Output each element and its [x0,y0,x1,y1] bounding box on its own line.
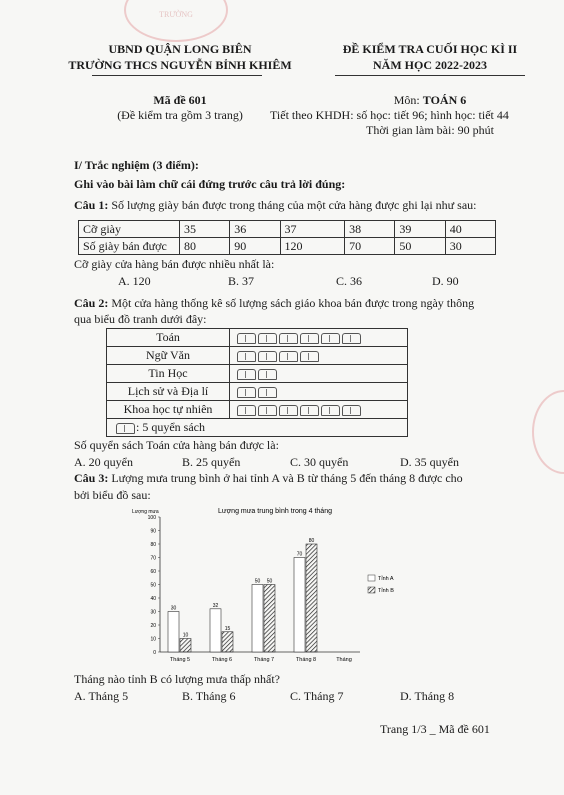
y-tick-label: 40 [150,596,156,602]
bar-b [306,544,317,652]
y-tick-label: 80 [150,542,156,548]
bar-value-label: 32 [212,602,219,609]
bar-b [222,632,233,652]
header-right-line2: NĂM HỌC 2022-2023 [373,58,487,72]
book-icon [321,405,340,416]
q1-cell: 40 [445,221,495,238]
legend-label: Tỉnh A [378,576,394,582]
y-tick-label: 90 [150,528,156,535]
pictograph-subject: Ngữ Văn [107,347,230,365]
pictograph-legend [107,419,408,437]
book-icon [258,351,277,362]
bar-value-label: 70 [296,551,303,558]
q3-option-c: C. Tháng 7 [290,689,344,703]
q1-stem [74,198,477,213]
x-tick-label: Tháng 5 [169,657,191,663]
q3-option-b: B. Tháng 6 [182,689,236,703]
q3-stem [74,471,463,486]
q1-cell: 50 [395,238,445,255]
y-tick-label: 100 [147,515,156,521]
book-icon [258,387,277,398]
pictograph-subject: Tin Học [107,365,230,383]
y-tick-label: 20 [150,623,156,629]
legend-swatch [368,587,375,593]
bar-b [264,585,275,653]
q1-option-c: C. 36 [336,274,363,288]
q3-text: Lượng mưa trung bình ở hai tỉnh A và B từ tháng 5 đến tháng 8 được cho [108,471,463,485]
chart-title: Lượng mưa trung bình trong 4 tháng [218,508,332,515]
pictograph-row [107,365,408,383]
pictograph-books [230,365,408,383]
q1-cell: Số giày bán được [79,238,180,255]
q1-cell: Cỡ giày [79,221,180,238]
book-icon [258,405,277,416]
book-icon [279,405,298,416]
q1-cell: 120 [280,238,345,255]
bar-value-label: 80 [308,538,315,544]
q1-label: Câu 1: [74,198,109,212]
pictograph-row [107,329,408,347]
bar-b [180,639,191,653]
header-right-line1: ĐỀ KIỂM TRA CUỐI HỌC KÌ II [342,42,518,56]
subject-value: TOÁN 6 [422,93,467,107]
pages-note: (Đề kiểm tra gồm 3 trang) [117,108,243,122]
pictograph-subject: Lịch sử và Địa lí [107,383,230,401]
q3-label: Câu 3: [74,471,109,485]
pictograph-row [107,347,408,365]
section-title: I/ Trắc nghiệm (3 điểm): [74,158,199,172]
pictograph-table [106,328,408,437]
y-tick-label: 70 [150,555,156,562]
header-left-line1: UBND QUẬN LONG BIÊN [108,42,252,56]
bar-a [252,585,263,653]
school-stamp [124,0,228,42]
q1-cell: 70 [345,238,395,255]
y-axis-label: Lượng mưa [132,509,159,515]
pictograph-books [230,383,408,401]
stamp-text: TRƯỜNG [159,10,193,19]
q3-stem-2: bởi biểu đồ sau: [74,488,151,502]
side-stamp [532,390,564,474]
book-icon [279,333,298,344]
book-icon [258,333,277,344]
subject-line [310,93,550,108]
q1-text: Số lượng giày bán được trong tháng của một cửa hàng được ghi lại như sau: [108,198,477,212]
q2-option-a: A. 20 quyển [74,455,133,469]
q1-table [78,220,496,255]
q2-question: Số quyển sách Toán cửa hàng bán được là: [74,438,279,452]
q3-option-a: A. Tháng 5 [74,689,129,703]
x-axis-label: Tháng [336,657,352,663]
rainfall-chart [130,505,430,670]
subject-label: Môn: [393,93,423,107]
bar-value-label: 10 [182,632,189,639]
q2-option-b: B. 25 quyển [182,455,241,469]
q1-cell: 30 [445,238,495,255]
q1-cell: 36 [230,221,280,238]
q2-option-c: C. 30 quyển [290,455,349,469]
q3-option-d: D. Tháng 8 [400,689,455,703]
x-tick-label: Tháng 7 [253,657,275,663]
book-icon [237,351,256,362]
book-icon [237,369,256,380]
y-tick-label: 50 [150,582,156,589]
book-icon [300,333,319,344]
q2-stem [74,296,474,311]
y-tick-label: 60 [150,569,156,575]
q1-cell: 38 [345,221,395,238]
q1-option-a: A. 120 [118,274,151,288]
q1-cell: 80 [180,238,230,255]
y-tick-label: 0 [153,650,156,656]
pictograph-row [107,383,408,401]
pictograph-legend-row [107,419,408,437]
bar-a [210,609,221,652]
header-left-line2: TRƯỜNG THCS NGUYỄN BỈNH KHIÊM [68,58,292,72]
book-icon [342,333,361,344]
x-tick-label: Tháng 8 [295,657,317,663]
book-icon [237,405,256,416]
time-line: Thời gian làm bài: 90 phút [366,123,494,137]
q1-cell: 90 [230,238,280,255]
bar-value-label: 50 [266,578,273,585]
book-icon [321,333,340,344]
q2-text: Một cửa hàng thống kê số lượng sách giáo khoa bán được trong ngày thông [108,296,475,310]
header-right-rule [335,75,525,76]
q1-cell: 37 [280,221,345,238]
lessons-line: Tiết theo KHDH: số học: tiết 96; hình học: tiết 44 [270,108,509,122]
bar-a [294,558,305,653]
legend-label: Tỉnh B [378,588,394,594]
pictograph-row [107,401,408,419]
q1-row-size [79,221,496,238]
q1-cell: 39 [395,221,445,238]
pictograph-books [230,401,408,419]
legend-swatch [368,575,375,581]
book-icon [116,423,135,434]
y-tick-label: 30 [150,609,156,616]
bar-value-label: 50 [254,578,261,585]
q2-stem-2: qua biểu đồ tranh dưới đây: [74,312,207,326]
pictograph-legend-text: : 5 quyển sách [136,420,205,434]
pictograph-books [230,329,408,347]
bar-a [168,612,179,653]
book-icon [300,351,319,362]
section-instruction: Ghi vào bài làm chữ cái đứng trước câu trả lời đúng: [74,177,346,191]
pictograph-books [230,347,408,365]
header-left-rule [92,75,262,76]
q1-row-count [79,238,496,255]
q1-cell: 35 [180,221,230,238]
book-icon [237,387,256,398]
pictograph-subject: Khoa học tự nhiên [107,401,230,419]
exam-code: Mã đề 601 [153,93,207,107]
q2-label: Câu 2: [74,296,109,310]
book-icon [258,369,277,380]
bar-value-label: 15 [224,625,231,632]
x-tick-label: Tháng 6 [211,657,233,663]
page-footer: Trang 1/3 _ Mã đề 601 [380,722,490,736]
q1-option-d: D. 90 [432,274,459,288]
book-icon [279,351,298,362]
bar-value-label: 30 [170,605,177,612]
q1-question: Cỡ giày cửa hàng bán được nhiều nhất là: [74,257,275,271]
q1-option-b: B. 37 [228,274,255,288]
q3-question: Tháng nào tỉnh B có lượng mưa thấp nhất? [74,672,280,686]
y-tick-label: 10 [150,636,156,643]
book-icon [237,333,256,344]
book-icon [342,405,361,416]
pictograph-subject: Toán [107,329,230,347]
book-icon [300,405,319,416]
q2-option-d: D. 35 quyển [400,455,459,469]
